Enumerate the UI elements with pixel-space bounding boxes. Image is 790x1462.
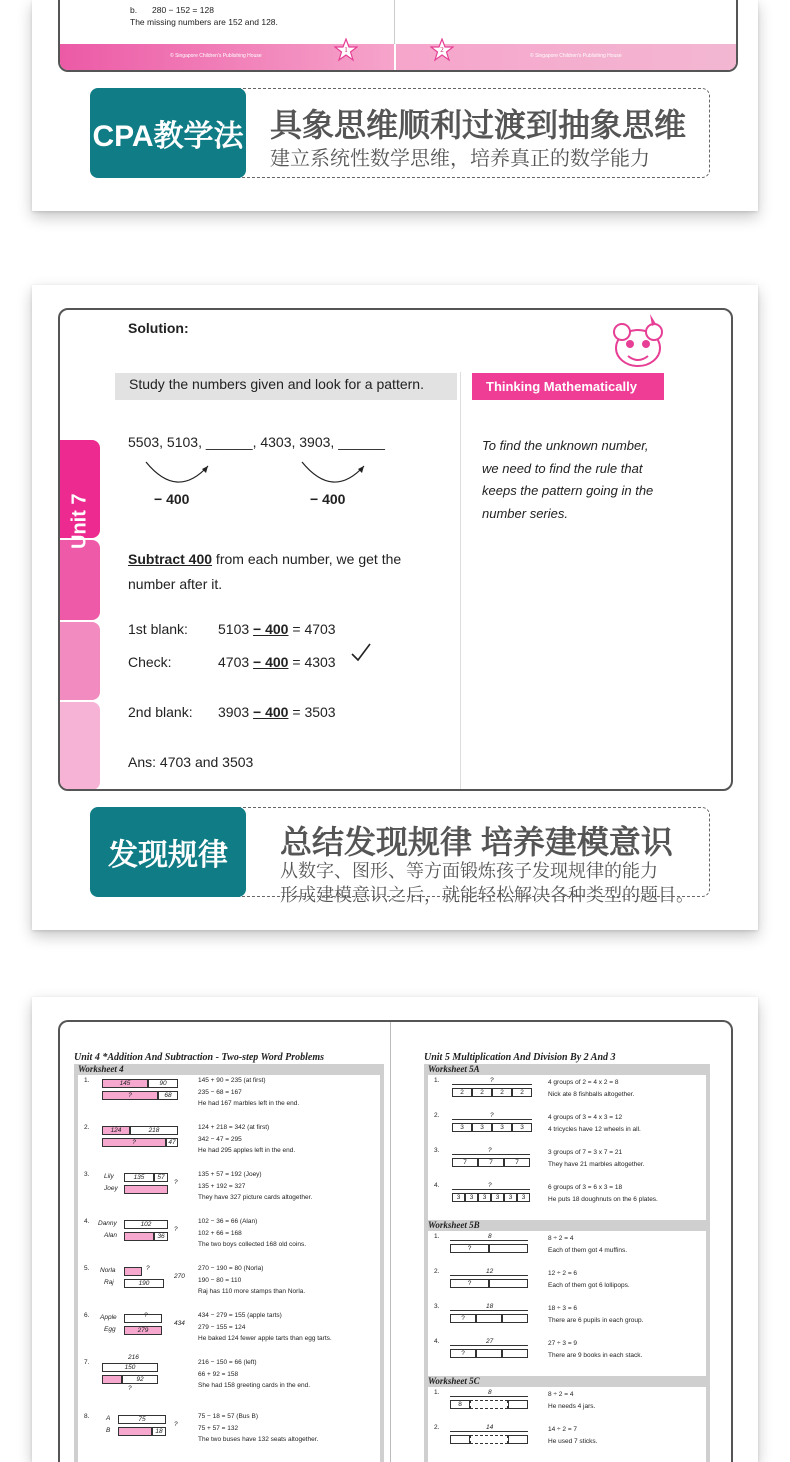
- step-row: 1st blank: 5103 − 400 = 4703: [128, 621, 336, 637]
- worksheet-heading: Worksheet 5B: [428, 1220, 480, 1230]
- star-page-icon: [334, 38, 358, 62]
- worksheet-section: Worksheet 5C 1. 8 8 8 ÷ 2 = 4 He needs 4 jars. 2. 14 14 ÷ 2 = 7 He used 7 sticks.: [424, 1376, 710, 1462]
- worksheet-heading: Worksheet 4: [78, 1064, 124, 1074]
- arc-arrow-icon: [298, 460, 368, 490]
- solution-title: Solution:: [128, 320, 189, 336]
- worksheet-section: Worksheet 5A 1. ? 2 2 2 2 4 groups of 2 = 4 x 2 = 8 Nick ate 8 fishballs altogether. 2. ? 3 3 3 3 4 groups of 3 = 4 x 3 = 12 4 tricycles have 12 wheels in all. 3. ? 7 7 7 3 groups of 7 = 3 x 7 = 21 They have 21 marbles altogether. 4. ? 3 3 3 3 3 3 6 groups of 3 = 6 x 3 = 18 He puts 18 doughnuts on the 6 plates.: [424, 1064, 710, 1222]
- study-instruction: Study the numbers given and look for a pattern.: [115, 373, 457, 400]
- feature-subline: 从数字、图形、等方面锻炼孩子发现规律的能力: [280, 861, 658, 881]
- difference-label: − 400: [154, 491, 190, 507]
- page-number-right: 2: [440, 46, 444, 54]
- solution-text: b. 280 − 152 = 128 The missing numbers are 152 and 128.: [130, 5, 278, 27]
- star-page-icon: [430, 38, 454, 62]
- feature-subline: 形成建模意识之后，就能轻松解决各种类型的题目。: [280, 885, 694, 905]
- book-page-unit7: [58, 308, 733, 791]
- unit-title: Unit 5 Multiplication And Division By 2 And 3: [424, 1052, 616, 1063]
- step-row: 2nd blank: 3903 − 400 = 3503: [128, 704, 336, 720]
- book-spread-answers: [58, 1020, 733, 1462]
- copyright-left: © Singapore Children's Publishing House: [170, 53, 262, 59]
- feature-banner: [90, 807, 710, 905]
- feature-subline: 建立系统性数学思维，培养真正的数学能力: [270, 148, 650, 170]
- answer-row: Ans: 4703 and 3503: [128, 754, 254, 770]
- feature-headline: 具象思维顺利过渡到抽象思维: [270, 107, 687, 143]
- worksheet-heading: Worksheet 5C: [428, 1376, 480, 1386]
- panel-cpa: [32, 0, 758, 211]
- page-divider: [394, 0, 395, 50]
- difference-label: − 400: [310, 491, 346, 507]
- feature-banner: [90, 88, 710, 178]
- rule-paragraph: Subtract 400 from each number, we get the number after it.: [128, 551, 402, 592]
- feature-tag: 发现规律: [90, 807, 246, 897]
- thinking-mathematically-label: Thinking Mathematically: [472, 373, 664, 400]
- book-spread-1: [58, 0, 738, 72]
- page-footer: [60, 44, 736, 70]
- checkmark-icon: [350, 642, 372, 664]
- mascot-icon: [610, 310, 666, 370]
- feature-headline: 总结发现规律 培养建模意识: [280, 824, 673, 860]
- page-divider: [390, 1022, 391, 1462]
- thinking-description: To find the unknown number, we need to find the rule that keeps the pattern going in the number series.: [482, 438, 654, 521]
- worksheet-section: Worksheet 5B 1. 8 ? 8 ÷ 2 = 4 Each of them got 4 muffins. 2. 12 ? 12 ÷ 2 = 6 Each of them got 6 lollipops. 3. 18 ? 18 ÷ 3 = 6 There are 6 pupils in each group. 4. 27 ? 27 ÷ 3 = 9 There are 9 books in each stack.: [424, 1220, 710, 1376]
- feature-tag: CPA教学法: [90, 88, 246, 178]
- arc-arrow-icon: [142, 460, 212, 490]
- worksheet-heading: Worksheet 5A: [428, 1064, 480, 1074]
- unit-label: Unit 7: [68, 493, 91, 549]
- page-number-left: 1: [344, 46, 348, 54]
- panel-pattern: [32, 285, 758, 930]
- tab: [60, 702, 100, 790]
- unit-title: Unit 4 *Addition And Subtraction - Two-step Word Problems: [74, 1052, 325, 1063]
- column-divider: [460, 372, 461, 790]
- tab: [60, 622, 100, 700]
- copyright-right: © Singapore Children's Publishing House: [530, 53, 622, 59]
- step-row: Check: 4703 − 400 = 4303: [128, 654, 336, 670]
- number-sequence: 5503, 5103, ______, 4303, 3903, ______: [128, 434, 385, 450]
- worksheet-section: Worksheet 4 1. 145 90 ? 68 145 + 90 = 235 (at first) 235 − 68 = 167 He had 167 marbles left in the end. 2. 124 218 ? 47 124 + 218 = 342 (at first) 342 − 47 = 295 He had 295 apples left in the end. 3. Lily Joey 135 57 ? 135 + 57 = 192 (Joey) 135 + 192 = 327 They have 327 picture cards altogether. 4. Danny Alan 102 36 ? 102 − 36 = 66 (Alan) 102 + 66 = 168 The two boys collected 168 old coins. 5. Norla Raj ? 190 270 270 − 190 = 80 (Norla) 190 − 80 = 110 Raj has 110 more stamps than Norla. 6. Apple Egg ? 279 434 434 − 279 = 155 (apple tarts) 279 − 155 = 124 He baked 124 fewer apple tarts than egg tarts. 7. 216 150 92 ? 216 − 150 = 66 (left) 66 + 92 = 158 She had 158 greeting cards in the end. 8. A B 75 18 ? 75 − 18 = 57 (Bus B) 75 + 57 = 132 The two buses have 132 seats altogether.: [74, 1064, 384, 1462]
- panel-worksheets: [32, 997, 758, 1462]
